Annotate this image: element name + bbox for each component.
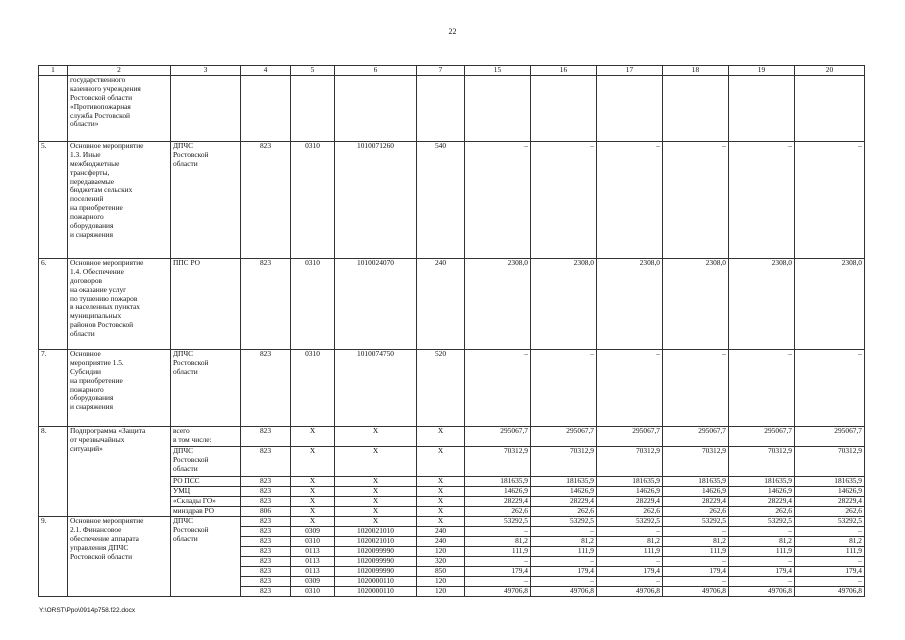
value-cell: 111,9 [663,547,729,557]
executor-cell: ДПЧС Ростовской области [171,350,241,427]
value-cell: 49706,8 [795,587,865,597]
value-cell: 70312,9 [465,447,531,477]
value-cell: 295067,7 [531,427,597,447]
value-cell: 14626,9 [729,487,795,497]
empty-cell [531,76,597,142]
value-cell: 49706,8 [663,587,729,597]
rzpr-cell: X [291,507,335,517]
value-cell: – [531,557,597,567]
value-cell: 28229,4 [663,497,729,507]
executor-cell: минздрав РО [171,507,241,517]
value-cell: 2308,0 [531,259,597,350]
value-cell: 181635,9 [795,477,865,487]
grbs-cell: 823 [241,557,291,567]
value-cell: 2308,0 [795,259,865,350]
page-number: 22 [448,27,457,36]
value-cell: – [597,577,663,587]
num-cell: 6. [39,259,68,350]
rzpr-cell: 0310 [291,142,335,259]
csr-cell: X [335,447,417,477]
vr-cell: 240 [417,259,465,350]
value-cell: – [465,557,531,567]
value-cell: 28229,4 [729,497,795,507]
grbs-cell: 823 [241,497,291,507]
value-cell: 295067,7 [597,427,663,447]
rzpr-cell: X [291,427,335,447]
value-cell: 111,9 [795,547,865,557]
grbs-cell: 823 [241,537,291,547]
vr-cell: 540 [417,142,465,259]
value-cell: 28229,4 [795,497,865,507]
header-cell: 1 [39,66,68,76]
value-cell: 49706,8 [597,587,663,597]
header-cell: 3 [171,66,241,76]
table-row [39,427,865,447]
header-cell: 2 [68,66,171,76]
empty-cell [417,76,465,142]
value-cell: – [729,142,795,259]
value-cell: 49706,8 [729,587,795,597]
executor-cell: «Склады ГО» [171,497,241,507]
empty-cell [291,76,335,142]
csr-cell: 1020021010 [335,527,417,537]
csr-cell: 1010071260 [335,142,417,259]
value-cell: – [465,577,531,587]
csr-cell: X [335,497,417,507]
value-cell: – [795,142,865,259]
value-cell: 14626,9 [597,487,663,497]
value-cell: 28229,4 [465,497,531,507]
rzpr-cell: X [291,477,335,487]
value-cell: 179,4 [795,567,865,577]
value-cell: 81,2 [531,537,597,547]
value-cell: – [663,527,729,537]
value-cell: – [465,527,531,537]
value-cell: 179,4 [663,567,729,577]
rzpr-cell: 0113 [291,547,335,557]
name-cell: Подпрограмма «Защита от чрезвычайных ситуаций» [68,427,171,517]
header-cell: 5 [291,66,335,76]
value-cell: 70312,9 [663,447,729,477]
value-cell: 70312,9 [597,447,663,477]
value-cell: – [795,350,865,427]
csr-cell: 1020099990 [335,547,417,557]
value-cell: 81,2 [795,537,865,547]
header-cell: 16 [531,66,597,76]
grbs-cell: 823 [241,427,291,447]
table-row [39,259,865,350]
num-cell: 9. [39,517,68,597]
num-cell: 8. [39,427,68,517]
value-cell: – [597,142,663,259]
value-cell: 179,4 [597,567,663,577]
grbs-cell: 823 [241,447,291,477]
value-cell: 81,2 [597,537,663,547]
value-cell: – [663,557,729,567]
vr-cell: 520 [417,350,465,427]
value-cell: – [663,577,729,587]
value-cell: – [531,577,597,587]
value-cell: – [729,557,795,567]
vr-cell: X [417,487,465,497]
vr-cell: 120 [417,577,465,587]
grbs-cell: 823 [241,259,291,350]
vr-cell: X [417,497,465,507]
header-cell: 20 [795,66,865,76]
value-cell: – [597,350,663,427]
name-cell: Основное мероприятие 1.3. Иные межбюджетные трансферты, передаваемые бюджетам сельских поселений на приобретение пожарного оборудования и снаряжения [68,142,171,259]
vr-cell: 120 [417,547,465,557]
value-cell: 53292,5 [597,517,663,527]
value-cell: – [795,557,865,567]
grbs-cell: 823 [241,587,291,597]
empty-cell [729,76,795,142]
value-cell: 81,2 [729,537,795,547]
grbs-cell: 823 [241,477,291,487]
value-cell: 111,9 [465,547,531,557]
header-cell: 19 [729,66,795,76]
value-cell: 28229,4 [597,497,663,507]
value-cell: 70312,9 [729,447,795,477]
value-cell: 70312,9 [531,447,597,477]
header-cell: 4 [241,66,291,76]
vr-cell: X [417,477,465,487]
budget-table [38,65,865,597]
executor-cell: ДПЧС Ростовской области [171,517,241,597]
value-cell: – [531,527,597,537]
value-cell: 181635,9 [531,477,597,487]
value-cell: 70312,9 [795,447,865,477]
grbs-cell: 823 [241,517,291,527]
value-cell: 28229,4 [531,497,597,507]
value-cell: 53292,5 [795,517,865,527]
empty-cell [335,76,417,142]
value-cell: 262,6 [597,507,663,517]
rzpr-cell: 0310 [291,259,335,350]
header-cell: 15 [465,66,531,76]
value-cell: 2308,0 [663,259,729,350]
num-cell: 7. [39,350,68,427]
vr-cell: X [417,447,465,477]
value-cell: – [729,350,795,427]
grbs-cell: 823 [241,527,291,537]
value-cell: 81,2 [465,537,531,547]
value-cell: – [531,142,597,259]
executor-cell: УМЦ [171,487,241,497]
csr-cell: X [335,507,417,517]
grbs-cell: 806 [241,507,291,517]
value-cell: 53292,5 [663,517,729,527]
value-cell: 111,9 [597,547,663,557]
vr-cell: X [417,507,465,517]
rzpr-cell: 0310 [291,537,335,547]
value-cell: 181635,9 [663,477,729,487]
csr-cell: 1010024070 [335,259,417,350]
value-cell: 181635,9 [465,477,531,487]
name-cell: государственного казенного учреждения Ростовской области «Противопожарная служба Ростовской области» [68,76,171,142]
name-cell: Основное мероприятие 1.5. Субсидии на приобретение пожарного оборудования и снаряжения [68,350,171,427]
value-cell: – [597,527,663,537]
value-cell: – [729,577,795,587]
executor-cell: РО ПСС [171,477,241,487]
empty-cell [663,76,729,142]
header-cell: 17 [597,66,663,76]
value-cell: 262,6 [663,507,729,517]
grbs-cell: 823 [241,350,291,427]
rzpr-cell: 0310 [291,587,335,597]
value-cell: 262,6 [465,507,531,517]
grbs-cell: 823 [241,142,291,259]
table-row [39,76,865,142]
value-cell: 53292,5 [465,517,531,527]
rzpr-cell: X [291,487,335,497]
grbs-cell: 823 [241,547,291,557]
vr-cell: X [417,517,465,527]
executor-cell: всего в том числе: [171,427,241,447]
vr-cell: 320 [417,557,465,567]
value-cell: 14626,9 [663,487,729,497]
grbs-cell: 823 [241,487,291,497]
empty-cell [465,76,531,142]
csr-cell: 1020021010 [335,537,417,547]
value-cell: 181635,9 [597,477,663,487]
value-cell: 295067,7 [465,427,531,447]
rzpr-cell: 0310 [291,350,335,427]
value-cell: 49706,8 [465,587,531,597]
header-cell: 7 [417,66,465,76]
value-cell: 181635,9 [729,477,795,487]
value-cell: 111,9 [531,547,597,557]
value-cell: 81,2 [663,537,729,547]
csr-cell: 1020099990 [335,567,417,577]
vr-cell: 240 [417,527,465,537]
grbs-cell: 823 [241,577,291,587]
csr-cell: X [335,517,417,527]
value-cell: 49706,8 [531,587,597,597]
rzpr-cell: 0113 [291,567,335,577]
csr-cell: X [335,477,417,487]
rzpr-cell: 0309 [291,577,335,587]
header-cell: 6 [335,66,417,76]
value-cell: 262,6 [531,507,597,517]
value-cell: 179,4 [465,567,531,577]
vr-cell: X [417,427,465,447]
value-cell: 262,6 [795,507,865,517]
value-cell: – [465,350,531,427]
value-cell: – [663,350,729,427]
table-row [39,142,865,259]
rzpr-cell: X [291,497,335,507]
name-cell: Основное мероприятие 2.1. Финансовое обеспечение аппарата управления ДПЧС Ростовской области [68,517,171,597]
value-cell: – [795,527,865,537]
num-cell: 5. [39,142,68,259]
value-cell: 262,6 [729,507,795,517]
value-cell: 14626,9 [465,487,531,497]
name-cell: Основное мероприятие 1.4. Обеспечение договоров на оказание услуг по тушению пожаров в населенных пунктах муниципальных районов Ростовской области [68,259,171,350]
executor-cell: ППС РО [171,259,241,350]
value-cell: – [597,557,663,567]
rzpr-cell: X [291,517,335,527]
empty-cell [597,76,663,142]
table-row [39,350,865,427]
value-cell: – [729,527,795,537]
rzpr-cell: 0309 [291,527,335,537]
value-cell: 179,4 [531,567,597,577]
value-cell: 14626,9 [531,487,597,497]
value-cell: 295067,7 [795,427,865,447]
rzpr-cell: 0113 [291,557,335,567]
header-row [39,66,865,76]
file-path-footer: Y:\ORST\Ppo\0914p758.f22.docx [39,607,136,614]
vr-cell: 240 [417,537,465,547]
value-cell: 295067,7 [729,427,795,447]
rzpr-cell: X [291,447,335,477]
value-cell: 14626,9 [795,487,865,497]
value-cell: 2308,0 [729,259,795,350]
csr-cell: 1010074750 [335,350,417,427]
csr-cell: 1020000110 [335,587,417,597]
vr-cell: 120 [417,587,465,597]
value-cell: 179,4 [729,567,795,577]
value-cell: 53292,5 [729,517,795,527]
empty-cell [171,76,241,142]
num-cell [39,76,68,142]
empty-cell [241,76,291,142]
value-cell: 53292,5 [531,517,597,527]
value-cell: 111,9 [729,547,795,557]
vr-cell: 850 [417,567,465,577]
empty-cell [795,76,865,142]
table-row [39,517,865,527]
value-cell: – [663,142,729,259]
value-cell: 2308,0 [465,259,531,350]
header-cell: 18 [663,66,729,76]
value-cell: – [465,142,531,259]
csr-cell: X [335,487,417,497]
csr-cell: X [335,427,417,447]
value-cell: – [531,350,597,427]
executor-cell: ДПЧС Ростовской области [171,447,241,477]
csr-cell: 1020099990 [335,557,417,567]
executor-cell: ДПЧС Ростовской области [171,142,241,259]
value-cell: – [795,577,865,587]
csr-cell: 1020000110 [335,577,417,587]
value-cell: 295067,7 [663,427,729,447]
value-cell: 2308,0 [597,259,663,350]
grbs-cell: 823 [241,567,291,577]
